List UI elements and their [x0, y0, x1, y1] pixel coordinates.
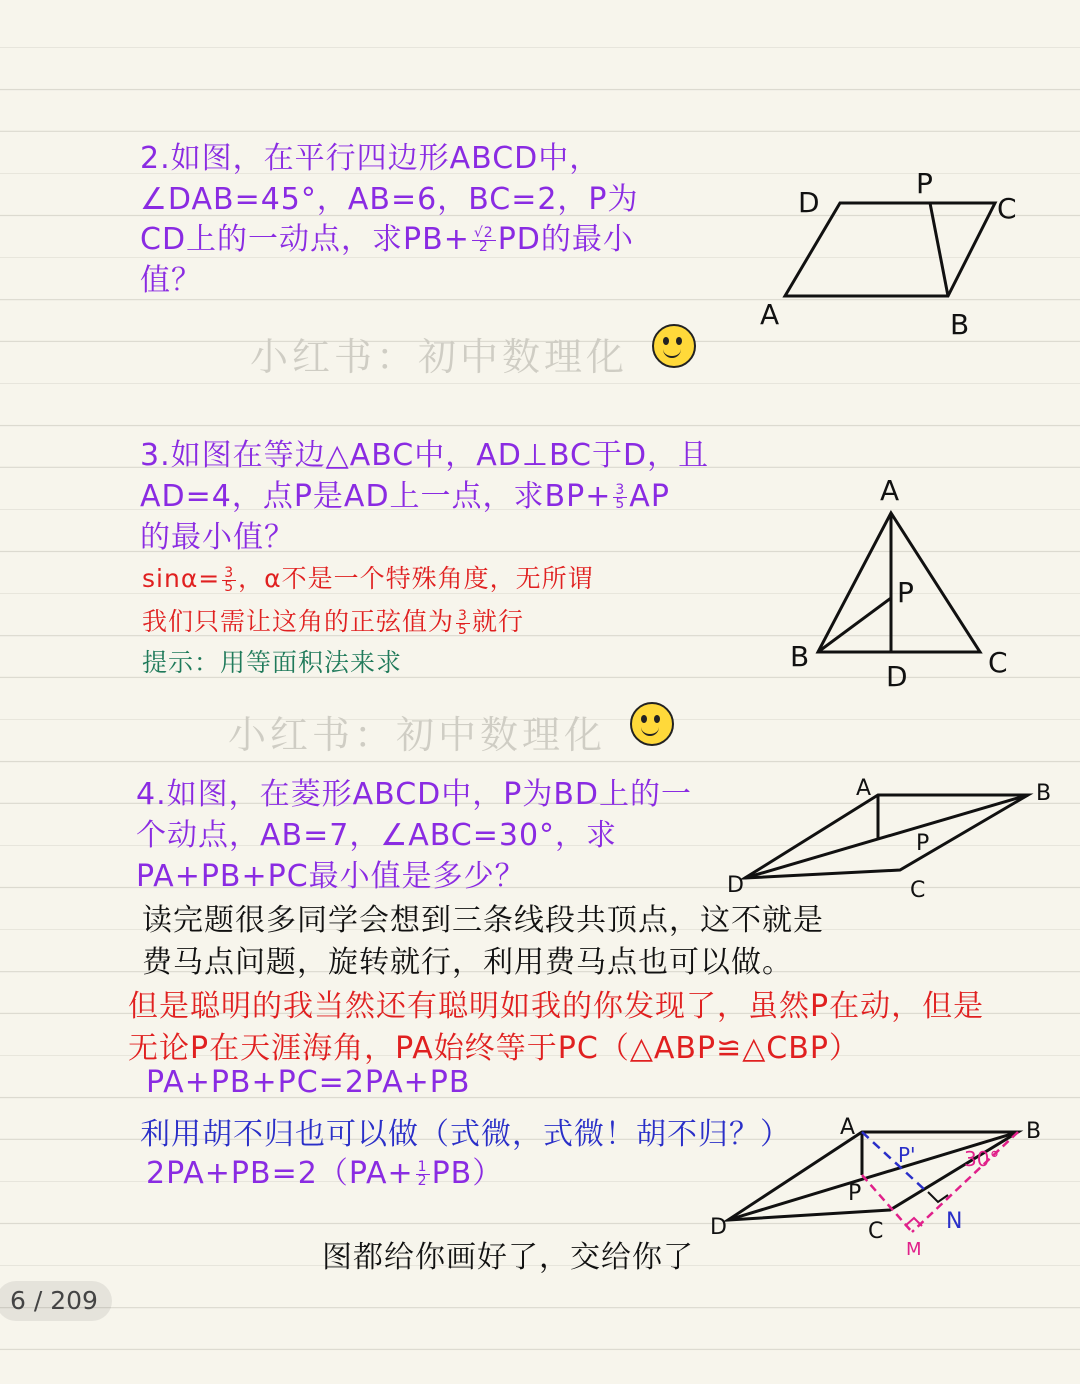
label-b: B: [950, 308, 970, 341]
note2-pre: 我们只需让这角的正弦值为: [142, 607, 455, 636]
label-c: C: [988, 646, 1008, 679]
fraction-denominator: 2: [478, 239, 489, 255]
label-b: B: [790, 640, 810, 673]
label-p: P: [916, 167, 933, 200]
label-b: B: [1036, 781, 1052, 806]
label-b: B: [1026, 1119, 1042, 1144]
label-p: P: [848, 1181, 862, 1206]
problem4-red1: 但是聪明的我当然还有聪明如我的你发现了，虽然P在动，但是: [128, 989, 985, 1024]
label-a: A: [760, 298, 780, 331]
right-angle-m: [905, 1218, 922, 1226]
problem4-formula: PA+PB+PC=2PA+PB: [146, 1065, 471, 1100]
right-angle-n: [928, 1192, 948, 1202]
label-d: D: [710, 1215, 727, 1240]
label-a: A: [880, 474, 900, 507]
label-c: C: [868, 1219, 884, 1244]
note2-post: 就行: [471, 607, 524, 636]
blue2-pre: 2PA+PB=2（PA+: [146, 1156, 414, 1191]
label-m: M: [906, 1239, 922, 1260]
problem2-line1: 2.如图，在平行四边形ABCD中，: [140, 141, 601, 176]
blue2-post: PB）: [431, 1156, 504, 1191]
page-counter: 6 / 209: [0, 1281, 112, 1321]
label-d: D: [727, 873, 744, 898]
problem4-red2: 无论P在天涯海角，PA始终等于PC（△ABP≌△CBP）: [128, 1031, 860, 1066]
problem4-blue1: 利用胡不归也可以做（式微，式微！胡不归？）: [140, 1117, 791, 1152]
problem4-line1: 4.如图，在菱形ABCD中，P为BD上的一: [136, 777, 693, 812]
label-angle: 30°: [964, 1147, 1000, 1171]
label-c: C: [910, 878, 926, 903]
fraction-numerator: 3: [615, 482, 626, 498]
problem4-black1: 读完题很多同学会想到三条线段共顶点，这不就是: [142, 903, 824, 938]
problem4-black2: 费马点问题，旋转就行，利用费马点也可以做。: [142, 945, 793, 980]
problem3-line2-pre: AD=4，点P是AD上一点，求BP+: [140, 479, 612, 514]
label-p-prime: P': [898, 1143, 916, 1167]
problem3-hint: 提示：用等面积法来求: [142, 648, 403, 677]
watermark-1: 小红书：初中数理化: [250, 335, 629, 379]
problem2-line2: ∠DAB=45°，AB=6，BC=2，P为: [140, 182, 639, 217]
fraction-denominator: 5: [615, 496, 626, 512]
diagonal-bd-2: [728, 1132, 1018, 1220]
fraction-denominator: 2: [417, 1173, 428, 1189]
label-n: N: [946, 1209, 963, 1234]
fraction-denominator: 5: [458, 621, 468, 638]
problem4-line2: 个动点，AB=7，∠ABC=30°，求: [136, 818, 618, 853]
problem3-line1: 3.如图在等边△ABC中，AD⊥BC于D，且: [140, 438, 710, 473]
problem2-line3-post: PD的最小: [497, 222, 634, 257]
label-d: D: [886, 660, 908, 693]
note1-pre: sinα=: [142, 564, 221, 593]
problem2-line3-pre: CD上的一动点，求PB+: [140, 222, 470, 257]
problem3-line2-post: AP: [629, 479, 670, 514]
fraction-numerator: √2: [473, 225, 494, 241]
label-d: D: [798, 186, 820, 219]
label-a: A: [840, 1115, 856, 1140]
label-a: A: [856, 776, 872, 801]
fraction-denominator: 5: [224, 578, 235, 595]
problem3-line3: 的最小值？: [140, 520, 295, 555]
problem4-line3: PA+PB+PC最小值是多少？: [136, 859, 526, 894]
label-p: P: [916, 831, 930, 856]
fraction-numerator: 1: [417, 1159, 428, 1175]
fraction-numerator: 3: [458, 607, 468, 624]
label-p: P: [897, 576, 914, 609]
label-c: C: [997, 192, 1017, 225]
watermark-2: 小红书：初中数理化: [228, 713, 607, 757]
note1-post: ，α不是一个特殊角度，无所谓: [238, 564, 594, 593]
fraction-numerator: 3: [224, 564, 235, 581]
problem2-line4: 值？: [140, 263, 202, 298]
problem4-closing: 图都给你画好了，交给你了: [322, 1240, 694, 1275]
